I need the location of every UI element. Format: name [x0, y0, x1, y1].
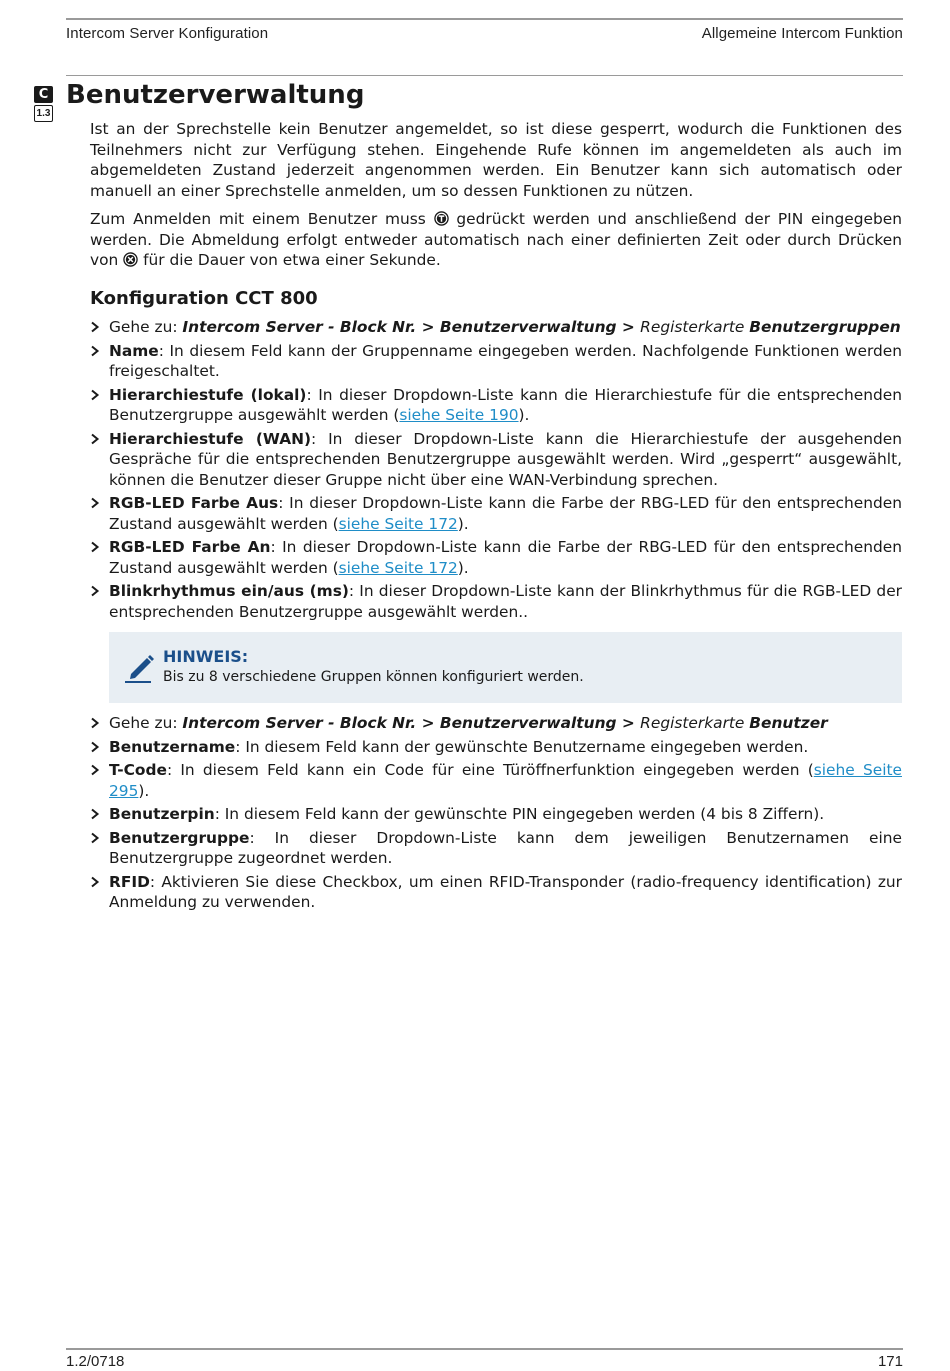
main-content [90, 119, 902, 916]
list-item: RGB-LED Farbe An: In dieser Dropdown-Liste kann die Farbe der RBG-LED für den entsprechenden Zustand ausgewählt werden (siehe Seite 172). [90, 537, 902, 578]
page-header [66, 18, 903, 42]
page-number: 171 [877, 1353, 903, 1370]
page-link-190[interactable]: siehe Seite 190 [399, 406, 519, 424]
note-text: Bis zu 8 verschiedene Gruppen können konfiguriert werden. [163, 669, 584, 685]
intro-text-b: gedrückt werden und anschließend der PIN eingegeben werden. Die Abmeldung erfolgt entweder automatisch nach einer definierten Zeit oder durch Drücken von [90, 210, 902, 269]
chevron-right-icon [90, 876, 100, 888]
list-item: Name: In diesem Feld kann der Gruppenname eingegeben werden. Nachfolgende Funktionen werden freigeschaltet. [90, 341, 902, 382]
list-item: Blinkrhythmus ein/aus (ms): In dieser Dropdown-Liste kann der Blinkrhythmus für die RGB-LED der entsprechenden Benutzergruppe ausgewählt werden.. [90, 581, 902, 622]
chevron-right-icon [90, 717, 100, 729]
list-item: Hierarchiestufe (lokal): In dieser Dropdown-Liste kann die Hierarchiestufe für die entsprechenden Benutzergruppe ausgewählt werden (siehe Seite 190). [90, 385, 902, 426]
section-title: Konfiguration CCT 800 [90, 287, 318, 309]
list-item: Benutzerpin: In diesem Feld kann der gewünschte PIN eingegeben werden (4 bis 8 Ziffern). [90, 804, 902, 825]
t-key-icon [434, 211, 449, 226]
note-box [109, 632, 902, 703]
chapter-tag [34, 86, 53, 122]
intro-text-c: für die Dauer von etwa einer Sekunde. [143, 251, 441, 269]
chevron-right-icon [90, 741, 100, 753]
user-bullet-list [90, 713, 902, 913]
footer-divider [66, 1348, 903, 1350]
list-item: Benutzergruppe: In dieser Dropdown-Liste kann dem jeweiligen Benutzernamen eine Benutzergruppe zugeordnet werden. [90, 828, 902, 869]
page-link-172[interactable]: siehe Seite 172 [338, 514, 458, 533]
chapter-letter: C [34, 86, 53, 103]
chevron-right-icon [90, 832, 100, 844]
document-version: 1.2/0718 [66, 1353, 125, 1370]
group-bullet-list [90, 317, 902, 622]
page-title: Benutzerverwaltung [66, 80, 365, 110]
chevron-right-icon [90, 433, 100, 445]
list-item: Hierarchiestufe (WAN): In dieser Dropdown-Liste kann die Hierarchiestufe der ausgehenden Gespräche für die entsprechenden Benutzergruppe ausgewählt werden. Wird „gesperrt“ ausgewählt, können die Benutzer dieser Gruppe nicht über eine WAN-Verbindung sprechen. [90, 429, 902, 491]
chevron-right-icon [90, 497, 100, 509]
list-item: Gehe zu: Intercom Server - Block Nr. > Benutzerverwaltung > Registerkarte Benutzergruppen [90, 317, 902, 338]
list-item: Gehe zu: Intercom Server - Block Nr. > Benutzerverwaltung > Registerkarte Benutzer [90, 713, 902, 734]
chevron-right-icon [90, 345, 100, 357]
intro-paragraph-1: Ist an der Sprechstelle kein Benutzer angemeldet, so ist diese gesperrt, wodurch die Funktionen des Teilnehmers nicht zur Verfügung stehen. Eingehende Rufe können im angemeldeten als auch im abgemeldeten Zustand jederzeit angenommen werden. Ein Benutzer kann sich automatisch oder manuell an einer Sprechstelle anmelden, um so dessen Funktionen zu nützen. [90, 120, 902, 200]
page-link-172[interactable]: siehe Seite 172 [338, 558, 458, 577]
x-key-icon [123, 252, 138, 267]
chevron-right-icon [90, 389, 100, 401]
chapter-number: 1.3 [34, 105, 53, 122]
page-link-295[interactable]: siehe Seite 295 [109, 761, 902, 800]
chevron-right-icon [90, 808, 100, 820]
list-item: RGB-LED Farbe Aus: In dieser Dropdown-Liste kann die Farbe der RBG-LED für den entsprechenden Zustand ausgewählt werden (siehe Seite 172). [90, 493, 902, 534]
header-right-title: Allgemeine Intercom Funktion [701, 25, 903, 42]
list-item: T-Code: In diesem Feld kann ein Code für eine Türöffnerfunktion eingegeben werden (siehe Seite 295). [90, 760, 902, 801]
list-item: RFID: Aktivieren Sie diese Checkbox, um einen RFID-Transponder (radio-frequency identification) zur Anmeldung zu verwenden. [90, 872, 902, 913]
chevron-right-icon [90, 541, 100, 553]
chevron-right-icon [90, 585, 100, 597]
header-divider [66, 75, 903, 76]
page-footer [66, 1353, 903, 1370]
intro-text-a: Zum Anmelden mit einem Benutzer muss [90, 210, 426, 228]
list-item: Benutzername: In diesem Feld kann der gewünschte Benutzername eingegeben werden. [90, 737, 902, 758]
note-title: HINWEIS: [163, 647, 249, 666]
header-left-title: Intercom Server Konfiguration [66, 25, 269, 42]
chevron-right-icon [90, 321, 100, 333]
chevron-right-icon [90, 764, 100, 776]
intro-paragraph-2 [90, 209, 902, 271]
pencil-note-icon [123, 650, 157, 684]
